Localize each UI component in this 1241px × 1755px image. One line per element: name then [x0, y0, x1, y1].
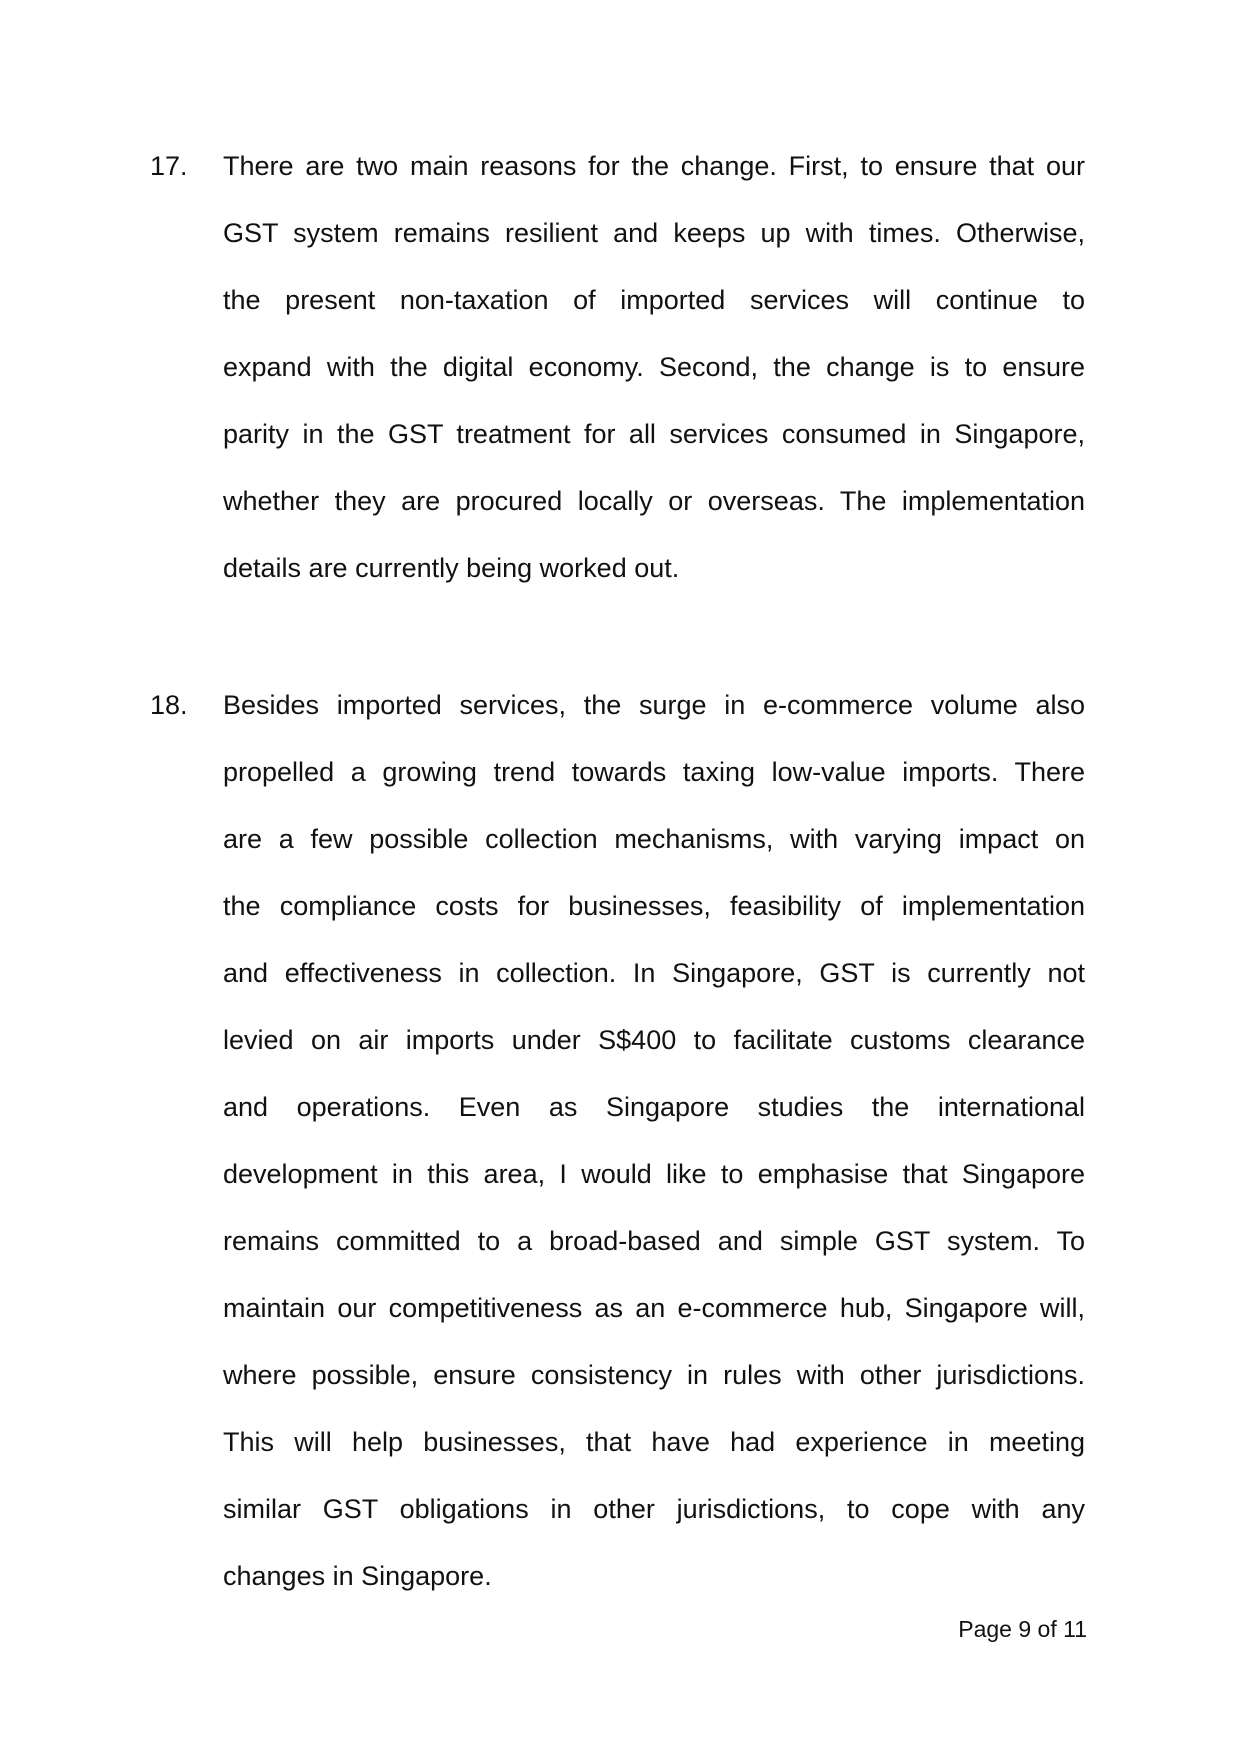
text-line: levied on air imports under S$400 to facilitate customs clearance — [223, 1025, 1085, 1055]
text-line: and operations. Even as Singapore studies the international — [223, 1092, 1085, 1122]
text-line: are a few possible collection mechanisms, with varying impact on — [223, 824, 1085, 854]
text-line: the present non-taxation of imported services will continue to — [223, 285, 1085, 315]
text-line: development in this area, I would like to emphasise that Singapore — [223, 1159, 1085, 1189]
text-line: whether they are procured locally or overseas. The implementation — [223, 486, 1085, 516]
paragraph-number: 18. — [150, 690, 188, 720]
text-line: This will help businesses, that have had experience in meeting — [223, 1427, 1085, 1457]
text-line: parity in the GST treatment for all services consumed in Singapore, — [223, 419, 1085, 449]
text-line: GST system remains resilient and keeps up with times. Otherwise, — [223, 218, 1085, 248]
text-line: expand with the digital economy. Second, the change is to ensure — [223, 352, 1085, 382]
text-line: changes in Singapore. — [223, 1561, 492, 1591]
text-line: propelled a growing trend towards taxing low-value imports. There — [223, 757, 1085, 787]
text-line: Besides imported services, the surge in e-commerce volume also — [223, 690, 1085, 720]
text-line: similar GST obligations in other jurisdictions, to cope with any — [223, 1494, 1085, 1524]
text-line: maintain our competitiveness as an e-commerce hub, Singapore will, — [223, 1293, 1085, 1323]
paragraph-body — [223, 672, 1085, 1610]
paragraph-number: 17. — [150, 151, 188, 181]
text-line: the compliance costs for businesses, feasibility of implementation — [223, 891, 1085, 921]
paragraph-body — [223, 133, 1085, 602]
text-line: and effectiveness in collection. In Singapore, GST is currently not — [223, 958, 1085, 988]
text-line: where possible, ensure consistency in rules with other jurisdictions. — [223, 1360, 1085, 1390]
text-line: There are two main reasons for the change. First, to ensure that our — [223, 151, 1085, 181]
page-number: Page 9 of 11 — [958, 1616, 1087, 1642]
text-line: remains committed to a broad-based and simple GST system. To — [223, 1226, 1085, 1256]
text-line: details are currently being worked out. — [223, 553, 680, 583]
